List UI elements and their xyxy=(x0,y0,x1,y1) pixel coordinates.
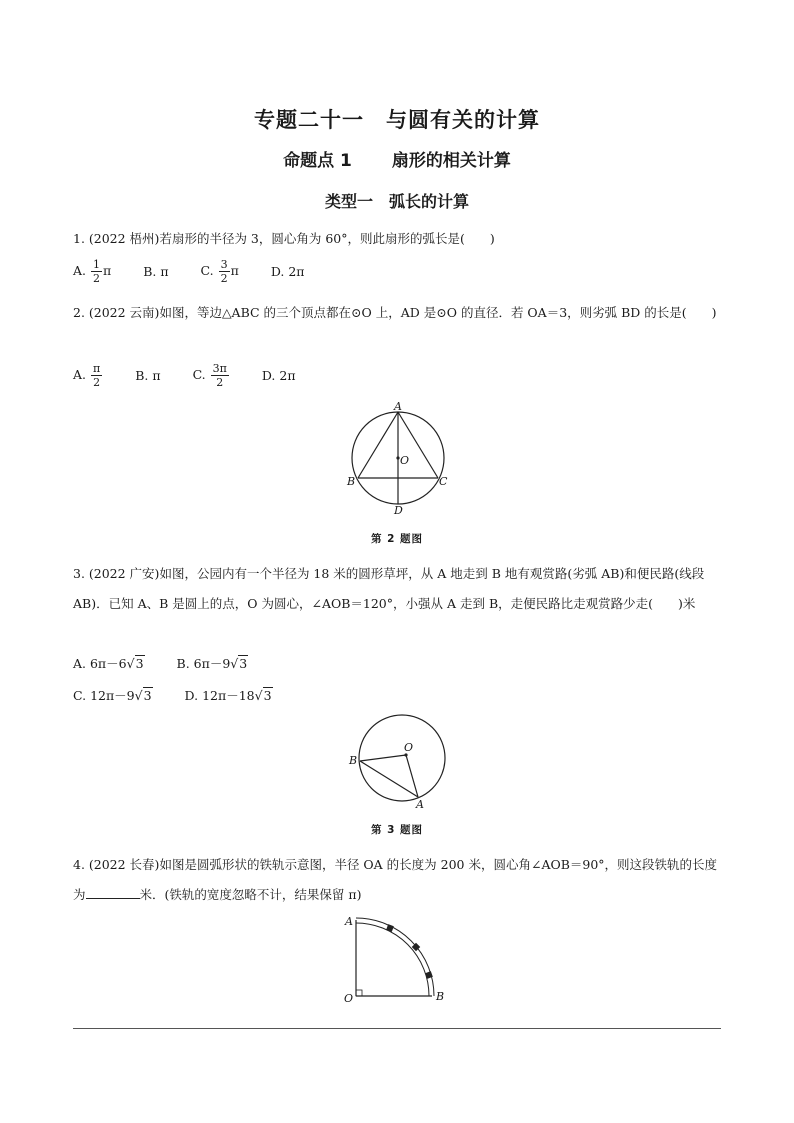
q2-option-c[interactable]: C. $\frac{3\pi}{2}$ xyxy=(192,362,227,389)
question-1-options xyxy=(73,258,333,285)
q4-text-before: 4. (2022 长春)如图是圆弧形状的铁轨示意图，半径 OA 的长度为 200 米，圆心角∠AOB＝90°，则这段铁轨的长度为 xyxy=(73,857,718,902)
q2-figure-caption: 第 2 题图 xyxy=(370,533,424,545)
question-3-options-row1 xyxy=(73,654,276,672)
q4-label-a: A xyxy=(345,915,353,928)
topic-label: 命题点 1 xyxy=(283,151,352,171)
q1-option-b[interactable]: B. π xyxy=(143,264,169,279)
q4-text-after: 米．(铁轨的宽度忽略不计，结果保留 π) xyxy=(139,887,362,902)
q3-figure-circle-chord xyxy=(344,712,448,812)
q1-a-fraction: $\frac{1}{2}$ xyxy=(93,258,100,285)
question-2-options xyxy=(73,362,324,389)
q4-label-b: B xyxy=(436,990,445,1003)
q2-label-o: O xyxy=(400,454,410,467)
q4-figure-railway-arc xyxy=(342,910,454,1004)
type-label: 类型一 xyxy=(324,192,373,211)
question-3-stem: 3. (2022 广安)如图，公园内有一个半径为 18 米的圆形草坪，从 A 地走到 B 地有观赏路(劣弧 AB)和便民路(线段 AB)．已知 A、B 是圆上的点，O 为圆心，∠AOB＝120°，小强从 A 走到 B，走便民路比走观赏路少走( )米 xyxy=(73,566,705,611)
q3-option-a[interactable]: A. 6π－6√3 xyxy=(73,656,144,671)
topic-text: 扇形的相关计算 xyxy=(391,151,511,171)
q3-option-d[interactable]: D. 12π－18√3 xyxy=(184,688,272,703)
q3-label-o: O xyxy=(404,741,414,754)
q3-label-a: A xyxy=(416,798,424,811)
q2-option-d[interactable]: D. 2π xyxy=(261,368,296,383)
q1-c-fraction: $\frac{3}{2}$ xyxy=(220,258,228,285)
q2-label-d: D xyxy=(394,504,403,517)
q2-a-fraction: $\frac{\pi}{2}$ xyxy=(93,362,101,389)
type-text: 弧长的计算 xyxy=(389,192,470,211)
question-1-stem: 1. (2022 梧州)若扇形的半径为 3，圆心角为 60°，则此扇形的弧长是( ) xyxy=(73,231,495,246)
q1-option-d[interactable]: D. 2π xyxy=(270,264,305,279)
footer-divider xyxy=(73,1028,721,1029)
q4-label-o: O xyxy=(344,992,354,1004)
type-heading xyxy=(0,189,794,212)
q2-figure-circle-triangle xyxy=(340,400,460,520)
question-3-options-row2 xyxy=(73,686,301,704)
q3-label-b: B xyxy=(349,754,358,767)
q2-label-a: A xyxy=(394,400,402,413)
question-4-stem xyxy=(73,850,723,910)
q2-label-c: C xyxy=(439,475,448,488)
q2-option-b[interactable]: B. π xyxy=(135,368,161,383)
q3-option-c[interactable]: C. 12π－9√3 xyxy=(73,688,152,703)
topic-heading xyxy=(0,146,794,171)
q3-figure-caption: 第 3 题图 xyxy=(370,824,424,836)
q1-option-c[interactable]: C. $\frac{3}{2}$ π xyxy=(200,258,239,285)
q2-option-a[interactable]: A. $\frac{\pi}{2}$ xyxy=(73,362,101,389)
q1-option-a[interactable]: A. $\frac{1}{2}$ π xyxy=(73,258,112,285)
q3-option-b[interactable]: B. 6π－9√3 xyxy=(176,656,248,671)
question-2-stem: 2. (2022 云南)如图，等边△ABC 的三个顶点都在⊙O 上，AD 是⊙O 的直径．若 OA＝3，则劣弧 BD 的长是( ) xyxy=(73,305,717,320)
q2-label-b: B xyxy=(347,475,356,488)
q2-c-fraction: $\frac{3\pi}{2}$ xyxy=(212,362,227,389)
page-title: 专题二十一 与圆有关的计算 xyxy=(254,108,540,132)
q4-answer-blank[interactable] xyxy=(86,885,140,899)
